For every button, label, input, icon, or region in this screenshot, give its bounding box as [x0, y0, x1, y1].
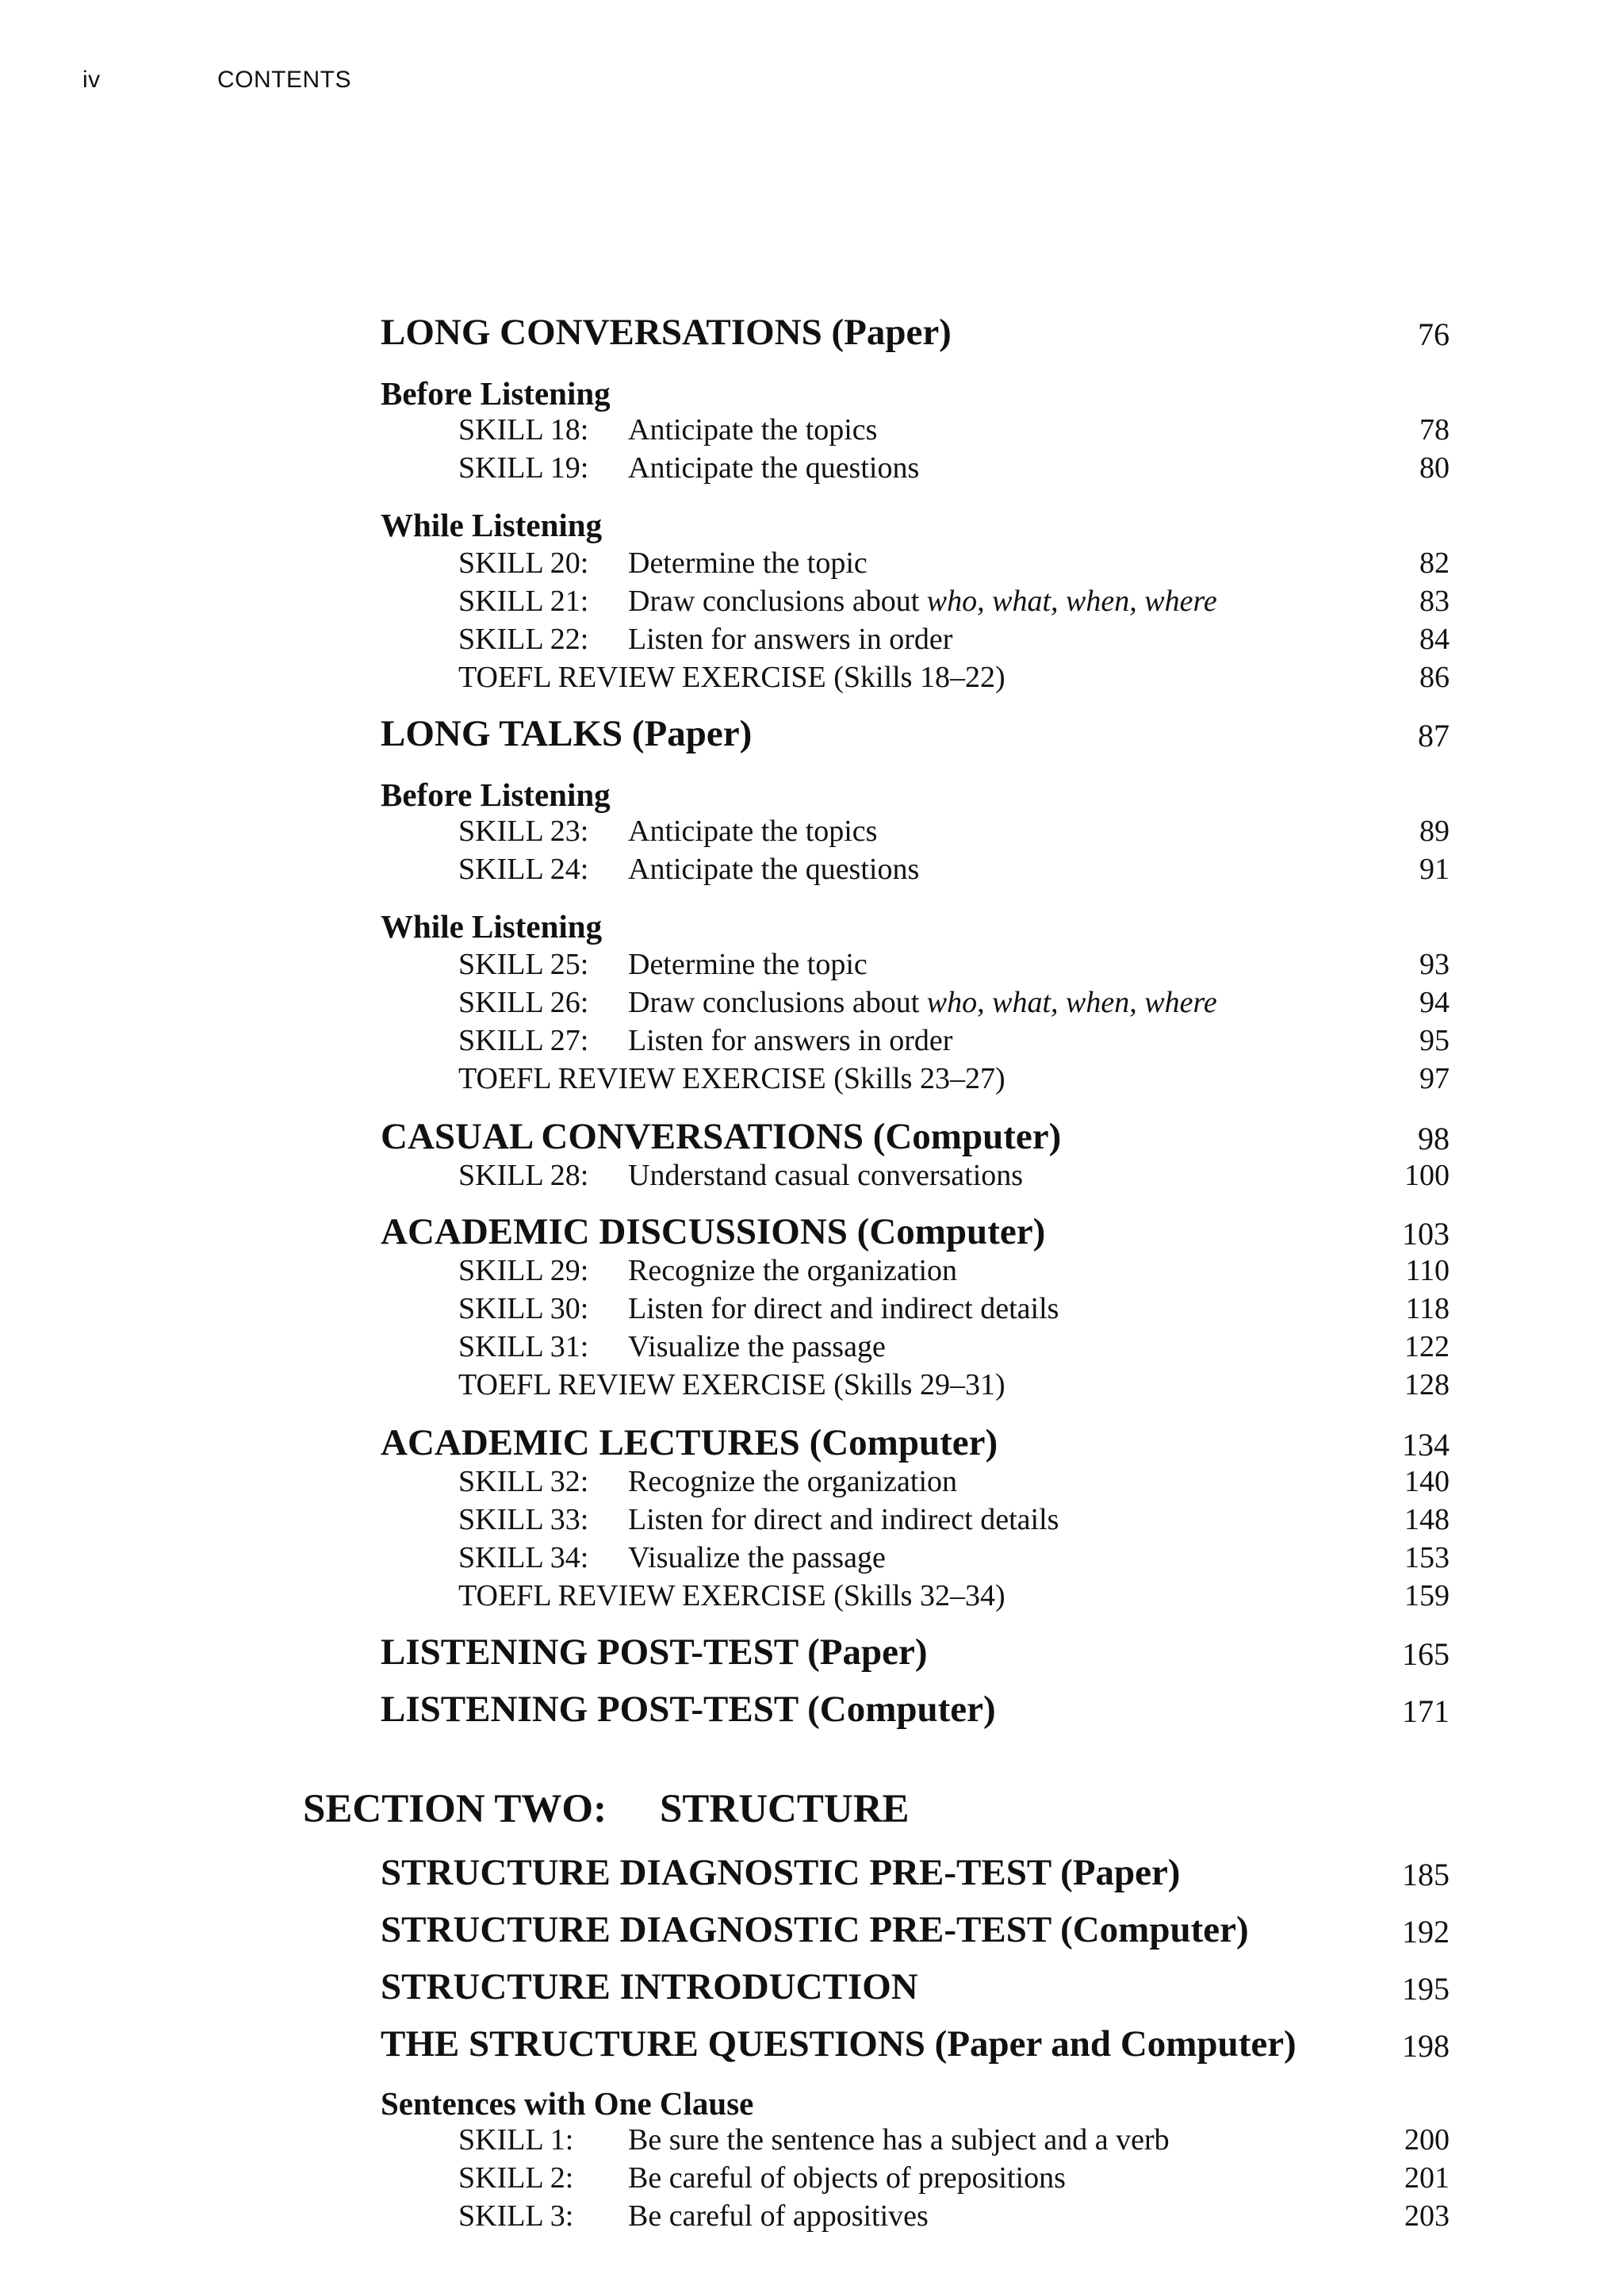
skill-text: Draw conclusions about: [628, 986, 927, 1019]
toc-skill-30: [458, 1291, 1059, 1326]
toc-heading-long-talks: LONG TALKS (Paper): [381, 713, 753, 754]
toc-skill-20: [458, 546, 868, 581]
skill-text: Anticipate the questions: [628, 451, 920, 485]
skill-text: Listen for answers in order: [628, 623, 953, 656]
toc-skill-23: [458, 814, 877, 849]
toc-page-number: 140: [1404, 1465, 1450, 1498]
toc-page-number: 134: [1402, 1427, 1450, 1463]
toc-subheading-one-clause: Sentences with One Clause: [381, 2085, 754, 2122]
skill-text: Be careful of objects of prepositions: [628, 2161, 1066, 2195]
section-label: SECTION TWO:: [303, 1787, 607, 1831]
skill-text: Determine the topic: [628, 546, 868, 580]
toc-skill-25: [458, 947, 868, 982]
toc-skill-19: [458, 451, 919, 485]
skill-label: SKILL 1:: [458, 2123, 574, 2157]
skill-text: Anticipate the questions: [628, 853, 920, 886]
toc-skill-28: [458, 1158, 1023, 1193]
toc-page-number: 82: [1419, 546, 1450, 580]
toc-skill-1: [458, 2122, 1170, 2157]
skill-label: SKILL 3:: [458, 2199, 574, 2233]
toc-review-exercise: TOEFL REVIEW EXERCISE (Skills 32–34): [458, 1579, 1005, 1612]
skill-label: SKILL 20:: [458, 546, 589, 580]
skill-label: SKILL 31:: [458, 1330, 589, 1363]
toc-heading-structure-questions: THE STRUCTURE QUESTIONS (Paper and Computer): [381, 2023, 1297, 2065]
toc-page-number: 100: [1404, 1159, 1450, 1192]
running-header: [82, 67, 351, 94]
toc-skill-31: [458, 1329, 886, 1364]
toc-heading-post-test-computer: LISTENING POST-TEST (Computer): [381, 1689, 996, 1730]
skill-label: SKILL 33:: [458, 1503, 589, 1536]
toc-page-number: 80: [1419, 451, 1450, 485]
toc-skill-22: [458, 622, 952, 657]
toc-page-number: 159: [1404, 1579, 1450, 1612]
skill-text: Be careful of appositives: [628, 2199, 929, 2233]
toc-page-number: 89: [1419, 815, 1450, 848]
toc-skill-27: [458, 1023, 952, 1058]
skill-text: Understand casual conversations: [628, 1159, 1024, 1192]
toc-skill-26: [458, 985, 1217, 1020]
skill-text: Anticipate the topics: [628, 413, 878, 447]
toc-page-number: 198: [1402, 2028, 1450, 2064]
skill-italic-text: who, what, when, where: [926, 585, 1217, 618]
toc-subheading-while-listening: While Listening: [381, 507, 603, 543]
toc-page-number: 87: [1418, 718, 1450, 753]
skill-label: SKILL 26:: [458, 986, 589, 1019]
skill-text: Be sure the sentence has a subject and a verb: [628, 2123, 1170, 2157]
toc-page-number: 200: [1404, 2123, 1450, 2157]
skill-text: Determine the topic: [628, 948, 868, 981]
toc-page-number: 84: [1419, 623, 1450, 656]
toc-page-number: 128: [1404, 1368, 1450, 1401]
toc-skill-18: [458, 412, 877, 447]
skill-label: SKILL 25:: [458, 948, 589, 981]
toc-subheading-before-listening: Before Listening: [381, 375, 611, 412]
skill-label: SKILL 18:: [458, 413, 589, 447]
running-title: CONTENTS: [217, 67, 351, 93]
skill-label: SKILL 23:: [458, 815, 589, 848]
toc-skill-21: [458, 584, 1217, 619]
toc-page-number: 97: [1419, 1062, 1450, 1095]
toc-skill-29: [458, 1253, 957, 1288]
skill-text: Visualize the passage: [628, 1330, 886, 1363]
toc-review-exercise: TOEFL REVIEW EXERCISE (Skills 29–31): [458, 1368, 1005, 1401]
skill-text: Recognize the organization: [628, 1465, 958, 1498]
skill-label: SKILL 32:: [458, 1465, 589, 1498]
toc-page-number: 203: [1404, 2199, 1450, 2233]
skill-text: Listen for direct and indirect details: [628, 1503, 1059, 1536]
toc-heading-long-conversations: LONG CONVERSATIONS (Paper): [381, 312, 952, 353]
toc-review-exercise: TOEFL REVIEW EXERCISE (Skills 18–22): [458, 661, 1005, 694]
toc-page-number: 86: [1419, 661, 1450, 694]
toc-heading-academic-discussions: ACADEMIC DISCUSSIONS (Computer): [381, 1211, 1046, 1252]
toc-page-number: 171: [1402, 1693, 1450, 1729]
skill-label: SKILL 34:: [458, 1541, 589, 1574]
skill-label: SKILL 29:: [458, 1254, 589, 1287]
toc-skill-24: [458, 852, 919, 887]
toc-page-number: 98: [1418, 1121, 1450, 1156]
toc-page-number: 94: [1419, 986, 1450, 1019]
skill-label: SKILL 24:: [458, 853, 589, 886]
skill-text: Draw conclusions about: [628, 585, 927, 618]
toc-page-number: 201: [1404, 2161, 1450, 2195]
toc-page-number: 153: [1404, 1541, 1450, 1574]
toc-skill-2: [458, 2161, 1066, 2195]
toc-subheading-while-listening: While Listening: [381, 908, 603, 945]
skill-label: SKILL 21:: [458, 585, 589, 618]
toc-heading-diagnostic-computer: STRUCTURE DIAGNOSTIC PRE-TEST (Computer): [381, 1909, 1249, 1950]
skill-label: SKILL 22:: [458, 623, 589, 656]
toc-skill-3: [458, 2199, 929, 2233]
skill-text: Visualize the passage: [628, 1541, 886, 1574]
skill-label: SKILL 27:: [458, 1024, 589, 1057]
page-number: iv: [82, 67, 101, 93]
toc-heading-casual-conversations: CASUAL CONVERSATIONS (Computer): [381, 1116, 1062, 1157]
toc-subheading-before-listening: Before Listening: [381, 776, 611, 813]
toc-page-number: 118: [1405, 1292, 1450, 1325]
toc-page-number: 195: [1402, 1971, 1450, 2007]
toc-heading-post-test-paper: LISTENING POST-TEST (Paper): [381, 1631, 928, 1673]
skill-italic-text: who, what, when, where: [926, 986, 1217, 1019]
skill-label: SKILL 30:: [458, 1292, 589, 1325]
skill-label: SKILL 28:: [458, 1159, 589, 1192]
toc-page-number: 122: [1404, 1330, 1450, 1363]
toc-review-exercise: TOEFL REVIEW EXERCISE (Skills 23–27): [458, 1062, 1005, 1095]
toc-skill-33: [458, 1502, 1059, 1537]
toc-heading-academic-lectures: ACADEMIC LECTURES (Computer): [381, 1422, 998, 1463]
toc-skill-32: [458, 1464, 957, 1499]
section-title: STRUCTURE: [660, 1787, 910, 1831]
toc-page-number: 93: [1419, 948, 1450, 981]
toc-section-heading: [303, 1786, 910, 1832]
skill-text: Listen for answers in order: [628, 1024, 953, 1057]
skill-text: Recognize the organization: [628, 1254, 958, 1287]
toc-page-number: 185: [1402, 1857, 1450, 1892]
skill-label: SKILL 2:: [458, 2161, 574, 2195]
skill-text: Anticipate the topics: [628, 815, 878, 848]
toc-heading-structure-introduction: STRUCTURE INTRODUCTION: [381, 1966, 918, 2007]
toc-page-number: 76: [1418, 316, 1450, 352]
toc-page-number: 165: [1402, 1636, 1450, 1672]
toc-page-number: 83: [1419, 585, 1450, 618]
toc-page-number: 91: [1419, 853, 1450, 886]
skill-label: SKILL 19:: [458, 451, 589, 485]
toc-page-number: 95: [1419, 1024, 1450, 1057]
skill-text: Listen for direct and indirect details: [628, 1292, 1059, 1325]
toc-page-number: 110: [1405, 1254, 1450, 1287]
toc-page-number: 103: [1402, 1216, 1450, 1252]
toc-page-number: 192: [1402, 1914, 1450, 1950]
toc-skill-34: [458, 1540, 886, 1575]
toc-page-number: 148: [1404, 1503, 1450, 1536]
toc-page-number: 78: [1419, 413, 1450, 447]
toc-heading-diagnostic-paper: STRUCTURE DIAGNOSTIC PRE-TEST (Paper): [381, 1852, 1181, 1893]
